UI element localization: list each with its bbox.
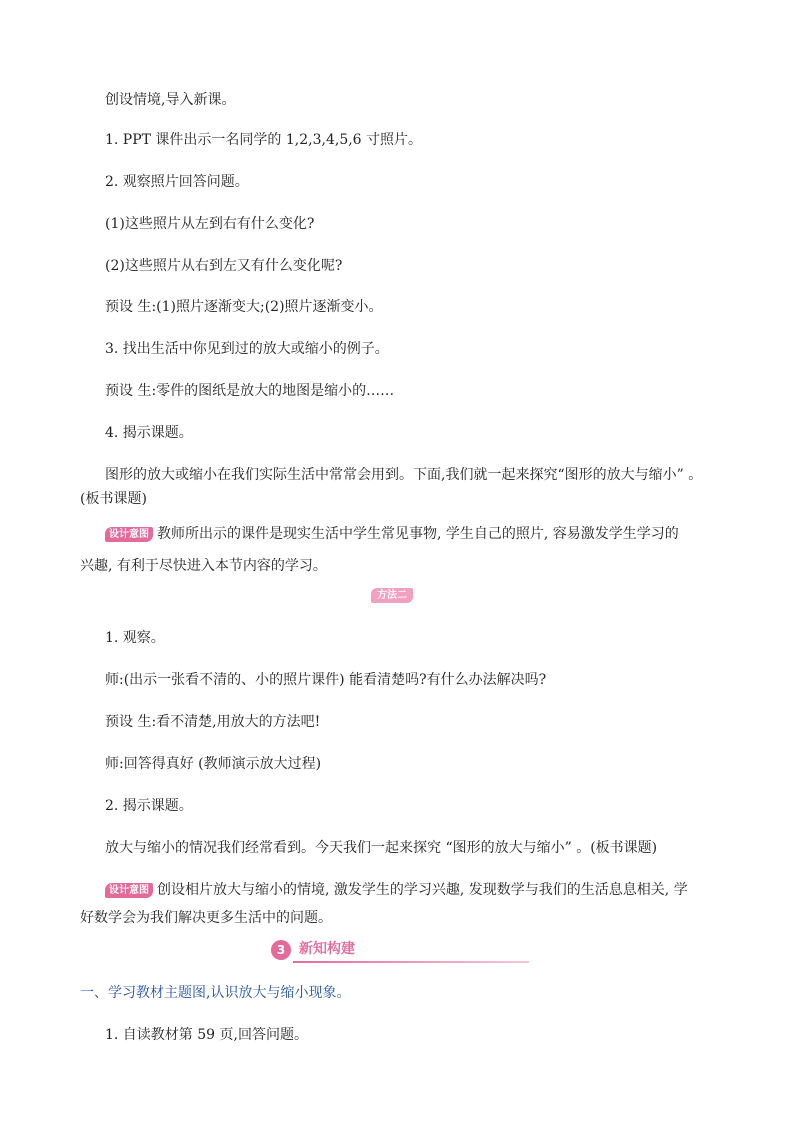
method2-reveal: 2. 揭示课题。	[105, 798, 193, 814]
topic-intro: 图形的放大或缩小在我们实际生活中常常会用到。下面,我们就一起来探究“图形的放大与缩小” 。	[105, 467, 703, 483]
section-number: 3	[271, 940, 291, 960]
read-textbook-line: 1. 自读教材第 59 页,回答问题。	[105, 1027, 308, 1043]
method2-observe: 1. 观察。	[105, 630, 165, 646]
method2-preset: 预设 生:看不清楚,用放大的方法吧!	[105, 714, 321, 730]
section-title: 新知构建	[299, 941, 355, 957]
intro-heading: 创设情境,导入新课。	[105, 92, 236, 108]
preset-answer-2: 预设 生:零件的图纸是放大的地图是缩小的……	[105, 383, 395, 399]
method2-teacher-a: 师:回答得真好 (教师演示放大过程)	[105, 756, 322, 772]
step-4-reveal: 4. 揭示课题。	[105, 425, 193, 441]
section-one-heading: 一、学习教材主题图,认识放大与缩小现象。	[80, 985, 351, 1001]
method2-teacher-q: 师:(出示一张看不清的、小的照片课件) 能看清楚吗?有什么办法解决吗?	[105, 672, 547, 688]
question-2: (2)这些照片从右到左又有什么变化呢?	[105, 258, 343, 274]
design-intent-tag: 设计意图	[105, 527, 153, 542]
design-intent-1	[105, 524, 679, 544]
board-note: (板书课题)	[80, 491, 147, 507]
design-intent-2	[105, 880, 688, 900]
design-intent-tag: 设计意图	[105, 883, 153, 898]
step-2-observe: 2. 观察照片回答问题。	[105, 174, 249, 190]
question-1: (1)这些照片从左到右有什么变化?	[105, 216, 315, 232]
design-intent-1-line1: 教师所出示的课件是现实生活中学生常见事物, 学生自己的照片, 容易激发学生学习的	[157, 526, 679, 542]
section-underline	[293, 961, 529, 963]
step-1-ppt: 1. PPT 课件出示一名同学的 1,2,3,4,5,6 寸照片。	[105, 132, 423, 148]
method-two-badge: 方法二	[371, 588, 413, 603]
design-intent-2-line2: 好数学会为我们解决更多生活中的问题。	[80, 910, 332, 926]
section-header	[271, 938, 531, 964]
preset-answer-1: 预设 生:(1)照片逐渐变大;(2)照片逐渐变小。	[105, 299, 383, 315]
design-intent-2-line1: 创设相片放大与缩小的情境, 激发学生的学习兴趣, 发现数学与我们的生活息息相关, 学	[157, 882, 688, 898]
step-3-examples: 3. 找出生活中你见到过的放大或缩小的例子。	[105, 341, 389, 357]
method2-topic: 放大与缩小的情况我们经常看到。今天我们一起来探究 “图形的放大与缩小” 。(板书课题)	[105, 840, 658, 856]
design-intent-1-line2: 兴趣, 有利于尽快进入本节内容的学习。	[80, 558, 327, 574]
